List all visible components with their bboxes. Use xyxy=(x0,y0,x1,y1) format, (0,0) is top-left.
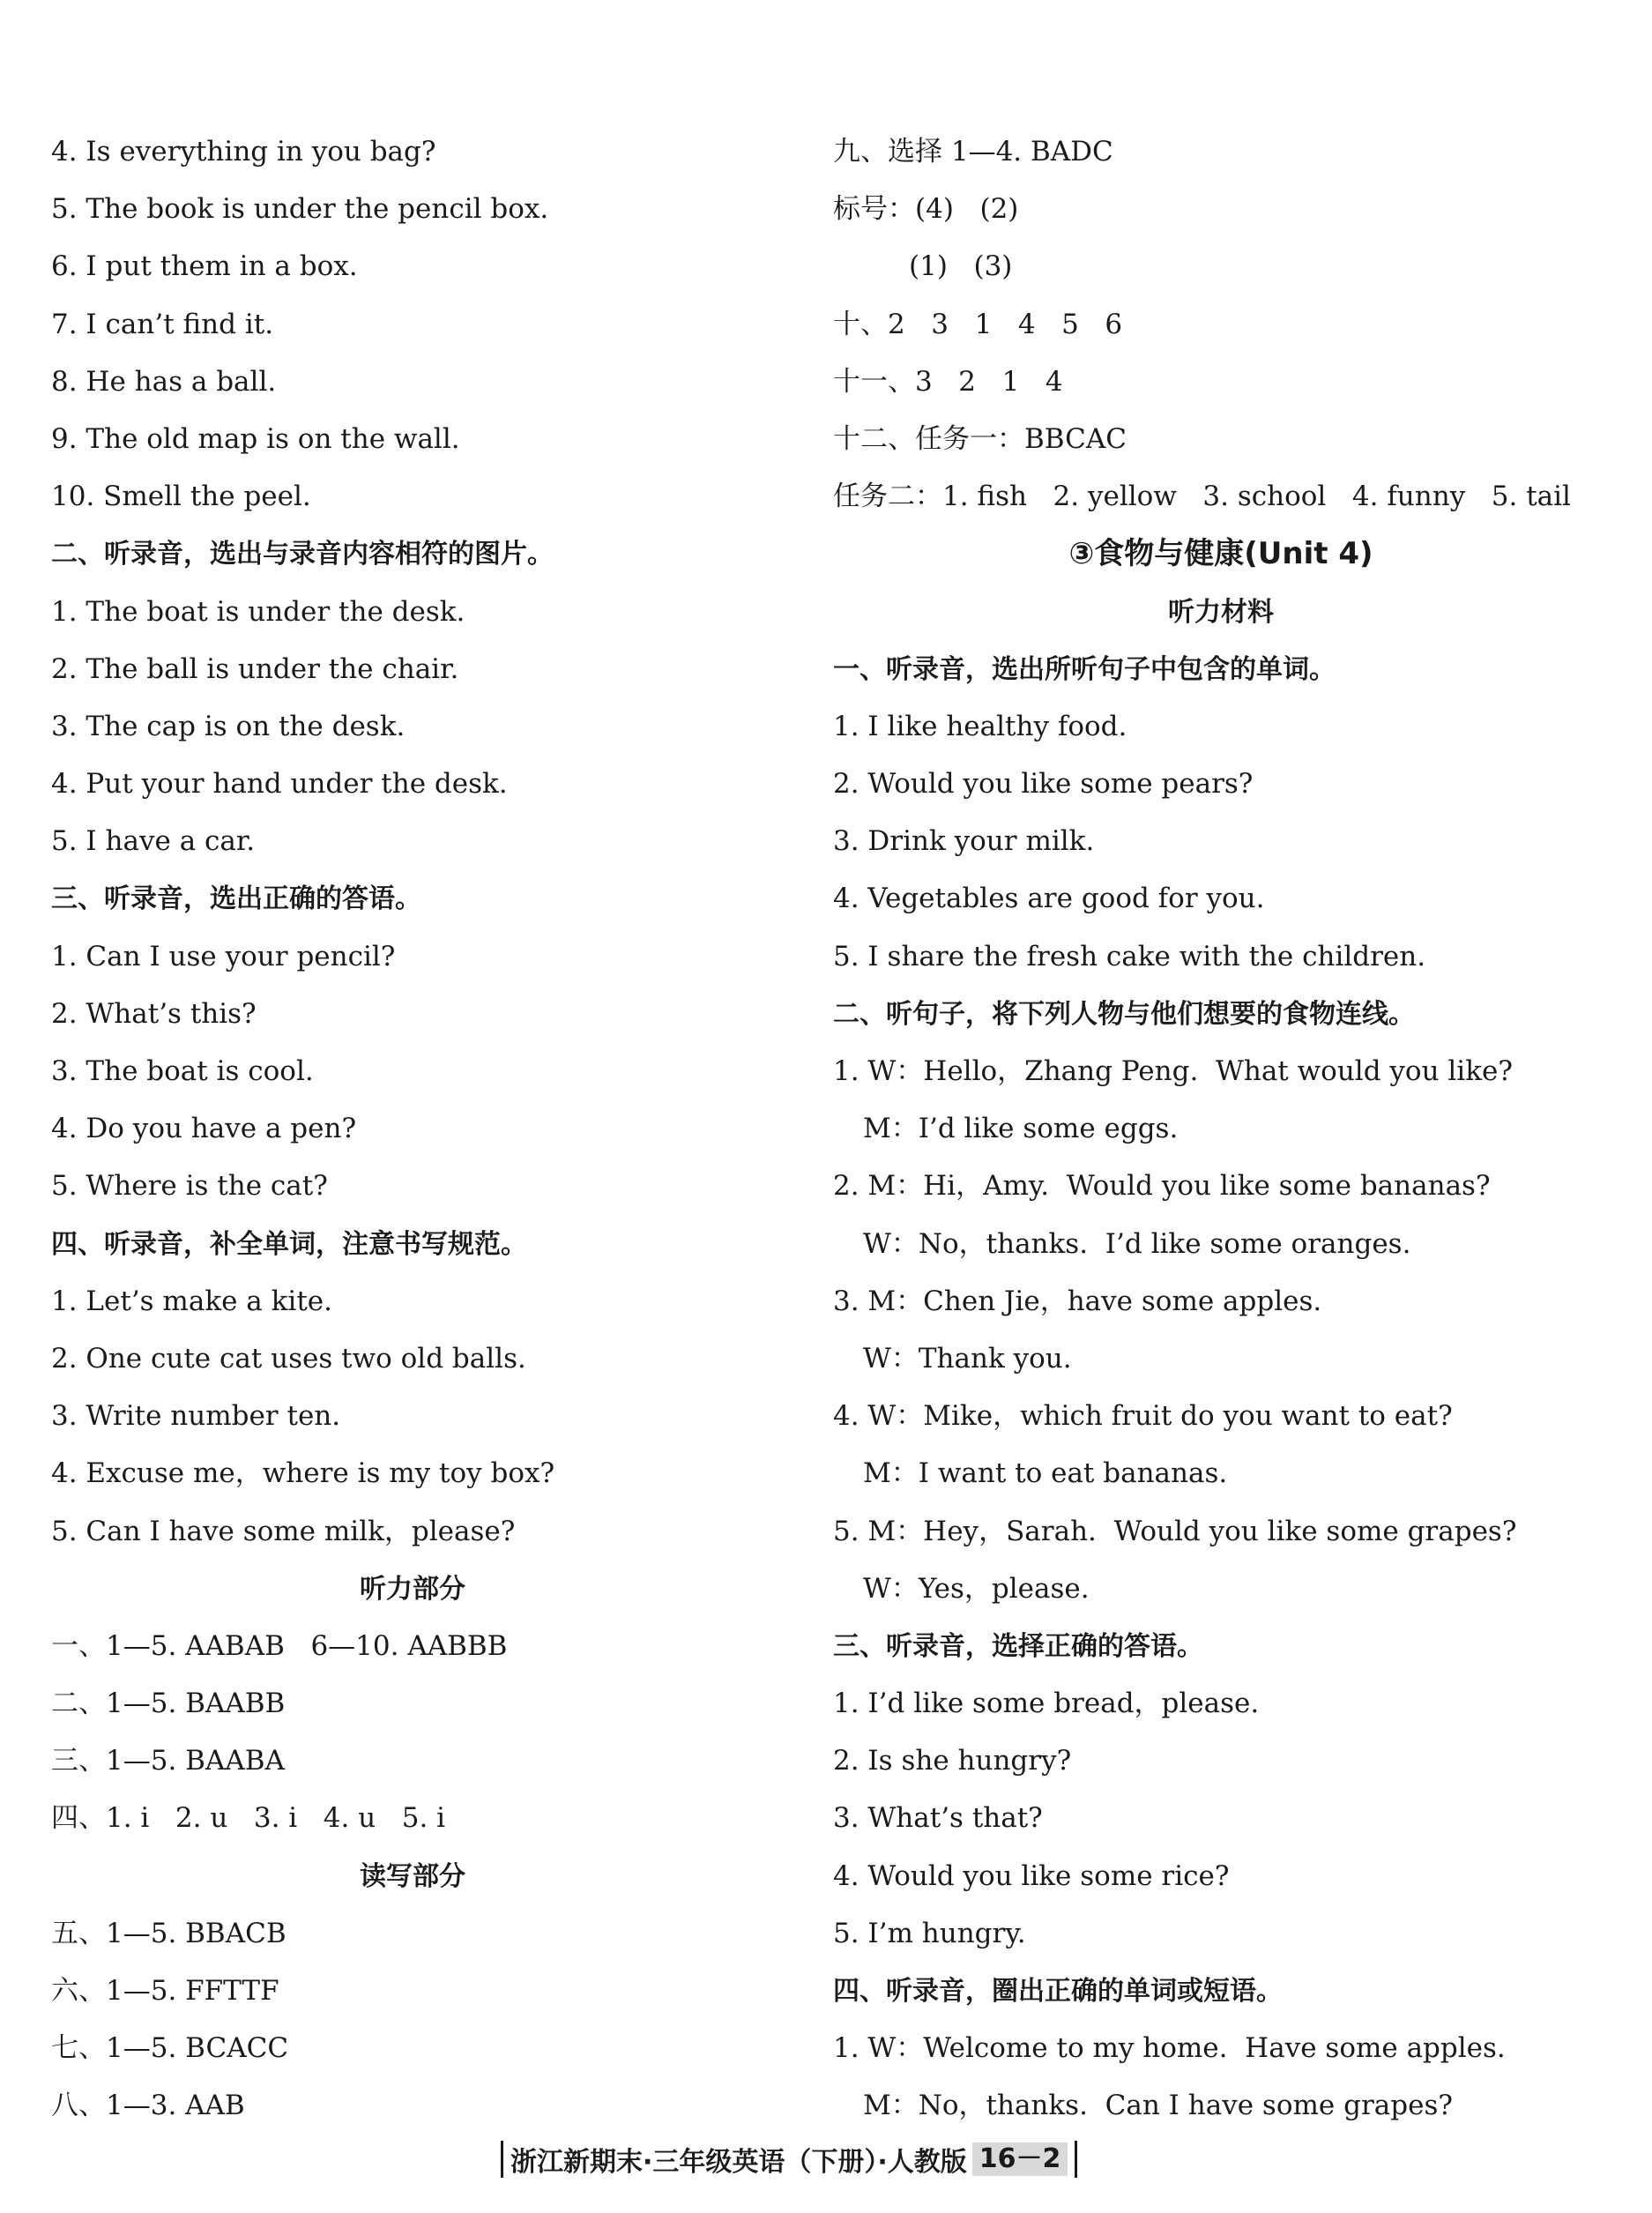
text-line: 九、选择 1—4. BADC xyxy=(833,136,1113,168)
text-line: 十、2 3 1 4 5 6 xyxy=(833,308,1123,340)
text-line: 3. The boat is cool. xyxy=(51,1055,314,1087)
text-line: 2. M：Hi，Amy. Would you like some bananas? xyxy=(833,1170,1491,1203)
footer-divider xyxy=(501,2141,503,2178)
text-line: 3. Drink your milk. xyxy=(833,825,1095,858)
text-line: 3. Write number ten. xyxy=(51,1400,341,1433)
text-line: 5. Can I have some milk，please? xyxy=(51,1515,516,1547)
left-column xyxy=(51,123,774,2135)
unit-title: ③食物与健康(Unit 4) xyxy=(1068,536,1373,572)
text-line: 十一、3 2 1 4 xyxy=(833,365,1063,398)
dialogue-line: W：Thank you. xyxy=(863,1342,1072,1375)
text-line: 十二、任务一：BBCAC xyxy=(833,422,1127,455)
text-line: 5. The book is under the pencil box. xyxy=(51,193,549,226)
section-heading: 四、听录音，补全单词，注意书写规范。 xyxy=(51,1228,527,1260)
footer-page-number: 16－2 xyxy=(972,2142,1068,2176)
text-line: 3. The cap is on the desk. xyxy=(51,710,406,742)
subsection-heading: 听力部分 xyxy=(360,1573,465,1605)
dialogue-line: W：Yes，please. xyxy=(863,1572,1090,1605)
text-line: 2. Is she hungry? xyxy=(833,1745,1072,1777)
footer-divider xyxy=(1075,2141,1077,2178)
dialogue-line: M：I’d like some eggs. xyxy=(863,1113,1179,1145)
text-line: 五、1—5. BBACB xyxy=(51,1917,286,1949)
text-line: 四、1. i 2. u 3. i 4. u 5. i xyxy=(51,1802,446,1835)
subsection-heading: 听力材料 xyxy=(1168,596,1274,628)
text-line: 5. I have a car. xyxy=(51,825,256,858)
text-line: 10. Smell the peel. xyxy=(51,481,311,513)
dialogue-line: M：I want to eat bananas. xyxy=(863,1457,1228,1490)
section-heading: 二、听录音，选出与录音内容相符的图片。 xyxy=(51,539,554,570)
section-heading: 三、听录音，选择正确的答语。 xyxy=(833,1630,1203,1662)
text-line: 3. What’s that? xyxy=(833,1802,1043,1835)
right-column xyxy=(833,123,1609,2135)
text-line: 1. I’d like some bread，please. xyxy=(833,1688,1260,1720)
text-line: 一、1—5. AABAB 6—10. AABBB xyxy=(51,1629,508,1662)
dialogue-line: W：No，thanks. I’d like some oranges. xyxy=(863,1227,1411,1260)
text-line: 六、1—5. FFTTF xyxy=(51,1975,279,2007)
section-heading: 一、听录音，选出所听句子中包含的单词。 xyxy=(833,653,1336,685)
text-line: 1. The boat is under the desk. xyxy=(51,595,465,628)
text-line: 三、1—5. BAABA xyxy=(51,1745,285,1777)
text-line: 八、1—3. AAB xyxy=(51,2090,245,2122)
text-line: 标号：(4) (2) xyxy=(833,193,1019,226)
answer-line: (1) (3) xyxy=(909,250,1013,283)
text-line: 4. Vegetables are good for you. xyxy=(833,883,1265,915)
section-heading: 二、听句子，将下列人物与他们想要的食物连线。 xyxy=(833,998,1415,1030)
text-line: 4. Put your hand under the desk. xyxy=(51,768,508,801)
text-line: 3. M：Chen Jie，have some apples. xyxy=(833,1285,1322,1317)
footer-publication: 浙江新期末·三年级英语（下册）·人教版 xyxy=(510,2147,967,2178)
text-line: 4. Would you like some rice? xyxy=(833,1859,1230,1892)
dialogue-line: M：No，thanks. Can I have some grapes? xyxy=(863,2090,1453,2122)
text-line: 1. W：Welcome to my home. Have some apples. xyxy=(833,2032,1506,2065)
text-line: 2. Would you like some pears? xyxy=(833,768,1254,801)
text-line: 2. One cute cat uses two old balls. xyxy=(51,1342,526,1375)
text-line: 2. The ball is under the chair. xyxy=(51,652,459,685)
text-line: 1. Can I use your pencil? xyxy=(51,940,396,972)
text-line: 4. Excuse me，where is my toy box? xyxy=(51,1457,555,1490)
text-line: 5. I’m hungry. xyxy=(833,1917,1026,1949)
text-line: 4. Do you have a pen? xyxy=(51,1113,357,1145)
section-heading: 四、听录音，圈出正确的单词或短语。 xyxy=(833,1976,1283,2007)
text-line: 5. Where is the cat? xyxy=(51,1170,328,1203)
text-line: 2. What’s this? xyxy=(51,997,257,1030)
page-footer xyxy=(494,2139,1084,2179)
text-line: 二、1—5. BAABB xyxy=(51,1688,286,1720)
subsection-heading: 读写部分 xyxy=(360,1860,465,1892)
text-line: 4. Is everything in you bag? xyxy=(51,136,436,168)
text-line: 任务二：1. fish 2. yellow 3. school 4. funny 5. tail xyxy=(833,481,1571,513)
text-line: 5. I share the fresh cake with the children. xyxy=(833,940,1426,972)
text-line: 1. I like healthy food. xyxy=(833,710,1127,742)
text-line: 7. I can’t find it. xyxy=(51,308,274,340)
text-line: 4. W：Mike，which fruit do you want to eat? xyxy=(833,1400,1453,1433)
text-line: 1. Let’s make a kite. xyxy=(51,1285,332,1317)
text-line: 8. He has a ball. xyxy=(51,365,277,398)
text-line: 9. The old map is on the wall. xyxy=(51,422,460,455)
text-line: 1. W：Hello，Zhang Peng. What would you like? xyxy=(833,1055,1513,1087)
text-line: 七、1—5. BCACC xyxy=(51,2032,289,2065)
section-heading: 三、听录音，选出正确的答语。 xyxy=(51,883,421,915)
text-line: 6. I put them in a box. xyxy=(51,250,358,283)
text-line: 5. M：Hey，Sarah. Would you like some grapes? xyxy=(833,1515,1517,1547)
